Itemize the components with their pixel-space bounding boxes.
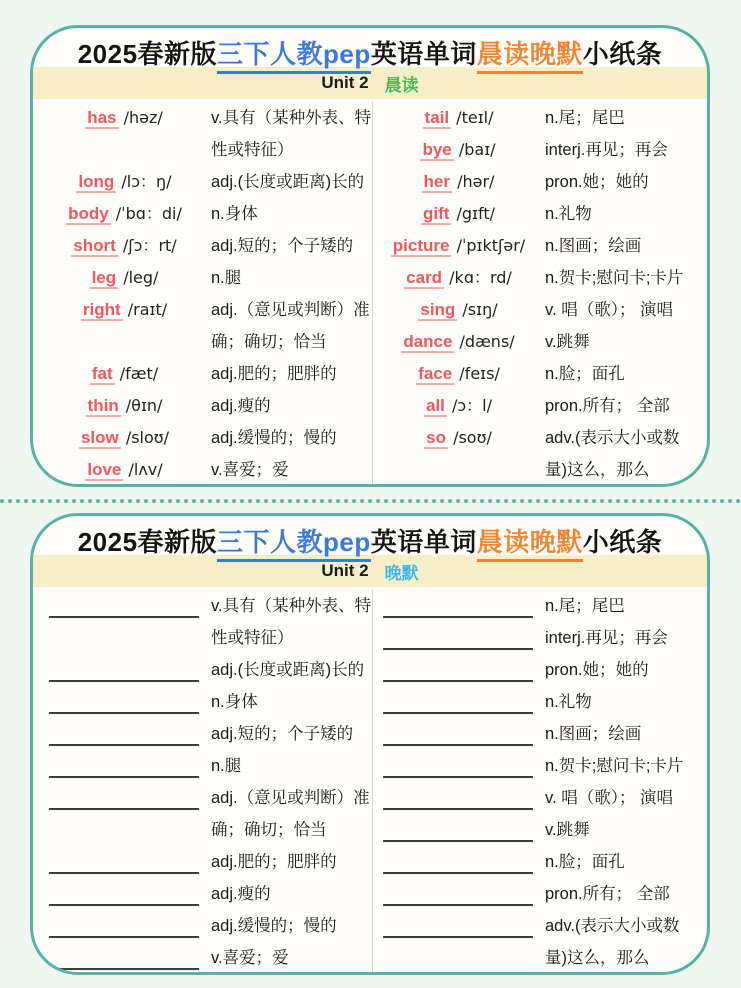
vocab-pronunciation: /θɪn/ [120,396,163,415]
vocab-pronunciation: /feɪs/ [454,364,500,383]
definition-line: adj.缓慢的；慢的 [211,917,337,935]
definition-line: v.具有（某种外表、特 [211,597,372,615]
definition-line: adj.缓慢的；慢的 [211,429,337,447]
vocab-word: her [423,172,451,191]
title-suffix: 小纸条 [582,39,663,69]
vocab-word: right [82,300,121,319]
vocab-word: love [87,460,122,479]
vocab-entry [373,718,706,750]
definition [543,846,706,878]
vocab-word: sing [420,300,456,319]
vocab-entry [373,878,706,910]
vocab-content [33,99,707,487]
vocab-entry [373,294,706,326]
word-write-blank [373,814,543,842]
word-pronunciation [39,198,209,230]
blank-underline [49,782,199,810]
definition [543,686,706,718]
vocab-entry [373,390,706,422]
vocab-entry [373,326,706,358]
definition [543,654,706,686]
word-write-blank [39,846,209,874]
definition-line: 量)这么，那么 [545,461,650,479]
word-pronunciation [373,326,543,358]
vocab-word: body [68,204,109,223]
vocab-entry [39,878,372,910]
definition [209,454,372,486]
vocab-entry [373,846,706,878]
word-write-blank [39,686,209,714]
card-title [33,516,707,555]
vocab-entry [373,622,706,654]
title-mode-words: 晨读晚默 [477,522,583,562]
definition-line: adv.(表示大小或数 [545,917,680,935]
definition [543,134,706,166]
vocab-entry [39,718,372,750]
definition [543,326,706,358]
definition-line: n.腿 [211,269,242,287]
word-pronunciation [373,294,543,326]
definition-line: n.脸；面孔 [545,365,625,383]
word-pronunciation [39,454,209,486]
definition-line: n.礼物 [545,693,592,711]
vocab-word: thin [87,396,119,415]
vocab-word: has [87,108,117,127]
blank-underline [49,878,199,906]
blank-underline [383,622,533,650]
definition-line: v.跳舞 [545,821,590,839]
mode-label-morning-read: 晨读 [384,75,419,95]
word-write-blank [373,846,543,874]
blank-underline [383,878,533,906]
definition [209,166,372,198]
vocab-pronunciation: /ˈbɑ：di/ [110,204,182,223]
vocab-pronunciation: /gɪft/ [451,204,496,223]
definition [543,782,706,814]
vocab-entry [39,358,372,390]
definition [209,910,372,942]
vocab-column-left [39,590,372,975]
definition [543,878,706,910]
definition-line: v. 唱（歌）； 演唱 [545,789,674,807]
definition [209,654,372,686]
vocab-entry [373,262,706,294]
vocab-word: gift [422,204,450,223]
definition [209,878,372,910]
definition-line: pron.所有； 全部 [545,397,670,415]
blank-underline [383,782,533,810]
word-pronunciation [373,358,543,390]
dotted-cut-line [0,499,741,503]
title-edition: 2025春新版 [77,39,218,69]
blank-underline [49,718,199,746]
vocab-pronunciation: /ʃɔ：rt/ [117,236,177,255]
vocab-entry [373,654,706,686]
definition-line: v.喜爱；爱 [211,461,289,479]
definition [543,166,706,198]
vocab-entry [373,198,706,230]
definition-line: adj.肥的；肥胖的 [211,365,337,383]
vocab-pronunciation: /lɔ：ŋ/ [116,172,172,191]
vocab-column-right [373,102,706,487]
word-write-blank [39,878,209,906]
vocab-entry [39,750,372,782]
vocab-pronunciation: /baɪ/ [453,140,496,159]
vocab-entry [39,230,372,262]
blank-underline [383,750,533,778]
definition-line: adv.(表示大小或数 [545,429,680,447]
vocab-entry [39,910,372,942]
vocab-entry [373,782,706,814]
definition [209,718,372,750]
vocab-word: so [426,428,446,447]
vocab-pronunciation: /ˈpɪktʃər/ [451,236,526,255]
vocab-entry [39,390,372,422]
worksheet-card-evening-dictation [30,513,710,975]
word-pronunciation [39,390,209,422]
word-write-blank [373,686,543,714]
definition [543,750,706,782]
vocab-entry [373,590,706,622]
definition-line: n.身体 [211,693,258,711]
unit-label: Unit 2 [321,73,369,92]
definition [543,230,706,262]
word-pronunciation [39,102,209,134]
vocab-word: fat [91,364,113,383]
vocab-column-right [373,590,706,975]
blank-underline [49,654,199,682]
title-textbook: 三下人教pep [217,522,371,562]
vocab-column-left [39,102,372,487]
vocab-entry [39,454,372,486]
vocab-pronunciation: /kɑ：rd/ [444,268,512,287]
blank-underline [49,942,199,970]
vocab-word: tail [424,108,450,127]
definition-line: adj.瘦的 [211,885,271,903]
mode-label-evening-dictation: 晚默 [384,563,419,583]
word-pronunciation [373,422,543,454]
definition [209,102,372,166]
title-textbook: 三下人教pep [217,34,371,74]
vocab-word: long [78,172,115,191]
definition-line: v.喜爱；爱 [211,949,289,967]
definition-line: n.脸；面孔 [545,853,625,871]
vocab-pronunciation: /soʊ/ [447,428,492,447]
vocab-entry [373,230,706,262]
vocab-pronunciation: /fæt/ [114,364,159,383]
word-pronunciation [373,166,543,198]
definition-line: n.礼物 [545,205,592,223]
definition-line: v. 唱（歌）； 演唱 [545,301,674,319]
vocab-word: picture [392,236,450,255]
blank-underline [49,750,199,778]
vocab-entry [39,846,372,878]
definition-line: n.图画；绘画 [545,725,642,743]
vocab-pronunciation: /raɪt/ [122,300,168,319]
title-suffix: 小纸条 [582,527,663,557]
definition-line: n.尾；尾巴 [545,109,625,127]
definition [543,590,706,622]
definition-line: n.贺卡;慰问卡;卡片 [545,757,684,775]
vocab-content [33,587,707,975]
word-pronunciation [39,230,209,262]
definition-line: 性或特征） [211,629,294,647]
definition-line: 确；确切；恰当 [211,333,327,351]
vocab-entry [373,166,706,198]
definition-line: adj.短的；个子矮的 [211,237,354,255]
word-pronunciation [373,262,543,294]
vocab-pronunciation: /dæns/ [454,332,515,351]
definition-line: adj.短的；个子矮的 [211,725,354,743]
definition-line: pron.所有； 全部 [545,885,670,903]
definition [209,846,372,878]
vocab-pronunciation: /lʌv/ [123,460,163,479]
definition [543,358,706,390]
vocab-entry [373,102,706,134]
vocab-entry [39,654,372,686]
word-pronunciation [39,262,209,294]
definition-line: adj.（意见或判断）准 [211,301,370,319]
blank-underline [383,910,533,938]
word-pronunciation [39,358,209,390]
word-write-blank [39,782,209,810]
definition [209,358,372,390]
definition [543,622,706,654]
vocab-word: leg [91,268,117,287]
definition-line: adj.瘦的 [211,397,271,415]
title-mode-words: 晨读晚默 [477,34,583,74]
word-pronunciation [373,230,543,262]
definition-line: adj.（意见或判断）准 [211,789,370,807]
blank-underline [49,910,199,938]
vocab-word: dance [403,332,453,351]
definition-line: adj.(长度或距离)长的 [211,173,365,191]
word-pronunciation [373,134,543,166]
definition [209,942,372,974]
definition-line: n.贺卡;慰问卡;卡片 [545,269,684,287]
definition [543,718,706,750]
definition [543,814,706,846]
definition [209,750,372,782]
vocab-pronunciation: /ɔ：l/ [446,396,492,415]
vocab-pronunciation: /həz/ [118,108,163,127]
blank-underline [383,686,533,714]
vocab-entry [373,910,706,974]
definition-line: interj.再见；再会 [545,141,668,159]
unit-label: Unit 2 [321,561,369,580]
vocab-pronunciation: /teɪl/ [451,108,494,127]
blank-underline [383,590,533,618]
definition-line: n.图画；绘画 [545,237,642,255]
definition [209,590,372,654]
definition [543,294,706,326]
blank-underline [49,590,199,618]
definition-line: n.尾；尾巴 [545,597,625,615]
definition [543,390,706,422]
vocab-entry [39,166,372,198]
vocab-entry [39,102,372,166]
word-write-blank [39,718,209,746]
vocab-word: bye [422,140,452,159]
vocab-entry [39,686,372,718]
blank-underline [383,814,533,842]
word-write-blank [373,622,543,650]
definition-line: adj.肥的；肥胖的 [211,853,337,871]
definition-line: n.身体 [211,205,258,223]
word-write-blank [39,590,209,618]
vocab-entry [39,942,372,974]
word-write-blank [39,654,209,682]
vocab-word: short [73,236,116,255]
definition-line: 性或特征） [211,141,294,159]
word-write-blank [373,782,543,810]
word-write-blank [373,910,543,938]
definition [209,198,372,230]
vocab-entry [39,262,372,294]
vocab-entry [373,814,706,846]
word-pronunciation [373,390,543,422]
definition [209,294,372,358]
definition-line: pron.她；她的 [545,173,649,191]
word-pronunciation [39,422,209,454]
vocab-entry [39,590,372,654]
word-pronunciation [373,198,543,230]
vocab-entry [373,686,706,718]
vocab-entry [373,750,706,782]
definition [209,262,372,294]
blank-underline [383,718,533,746]
definition [543,910,706,974]
vocab-entry [373,358,706,390]
definition-line: v.跳舞 [545,333,590,351]
blank-underline [49,686,199,714]
word-write-blank [39,750,209,778]
card-title [33,28,707,67]
vocab-entry [39,782,372,846]
definition [209,686,372,718]
word-write-blank [373,878,543,906]
definition-line: interj.再见；再会 [545,629,668,647]
word-pronunciation [39,166,209,198]
vocab-word: all [425,396,445,415]
title-subject: 英语单词 [370,39,477,69]
vocab-word: card [406,268,443,287]
definition [543,262,706,294]
definition-line: v.具有（某种外表、特 [211,109,372,127]
definition [209,422,372,454]
definition [543,198,706,230]
word-write-blank [373,718,543,746]
vocab-pronunciation: /hər/ [452,172,495,191]
blank-underline [383,654,533,682]
vocab-entry [39,198,372,230]
vocab-entry [373,134,706,166]
vocab-word: slow [80,428,119,447]
word-pronunciation [39,294,209,326]
definition-line: pron.她；她的 [545,661,649,679]
vocab-entry [39,294,372,358]
word-write-blank [39,942,209,970]
word-write-blank [373,750,543,778]
vocab-pronunciation: /leg/ [118,268,159,287]
blank-underline [49,846,199,874]
worksheet-card-morning-read [30,25,710,487]
definition [209,390,372,422]
definition [543,102,706,134]
definition-line: 量)这么，那么 [545,949,650,967]
vocab-pronunciation: /sɪŋ/ [457,300,498,319]
definition [209,230,372,262]
word-pronunciation [373,102,543,134]
definition-line: adj.(长度或距离)长的 [211,661,365,679]
title-edition: 2025春新版 [77,527,218,557]
definition-line: 确；确切；恰当 [211,821,327,839]
vocab-entry [373,422,706,486]
vocab-word: face [418,364,453,383]
vocab-entry [39,422,372,454]
word-write-blank [373,654,543,682]
blank-underline [383,846,533,874]
definition-line: n.腿 [211,757,242,775]
definition [543,422,706,486]
word-write-blank [373,590,543,618]
word-write-blank [39,910,209,938]
vocab-pronunciation: /sloʊ/ [120,428,170,447]
title-subject: 英语单词 [370,527,477,557]
definition [209,782,372,846]
